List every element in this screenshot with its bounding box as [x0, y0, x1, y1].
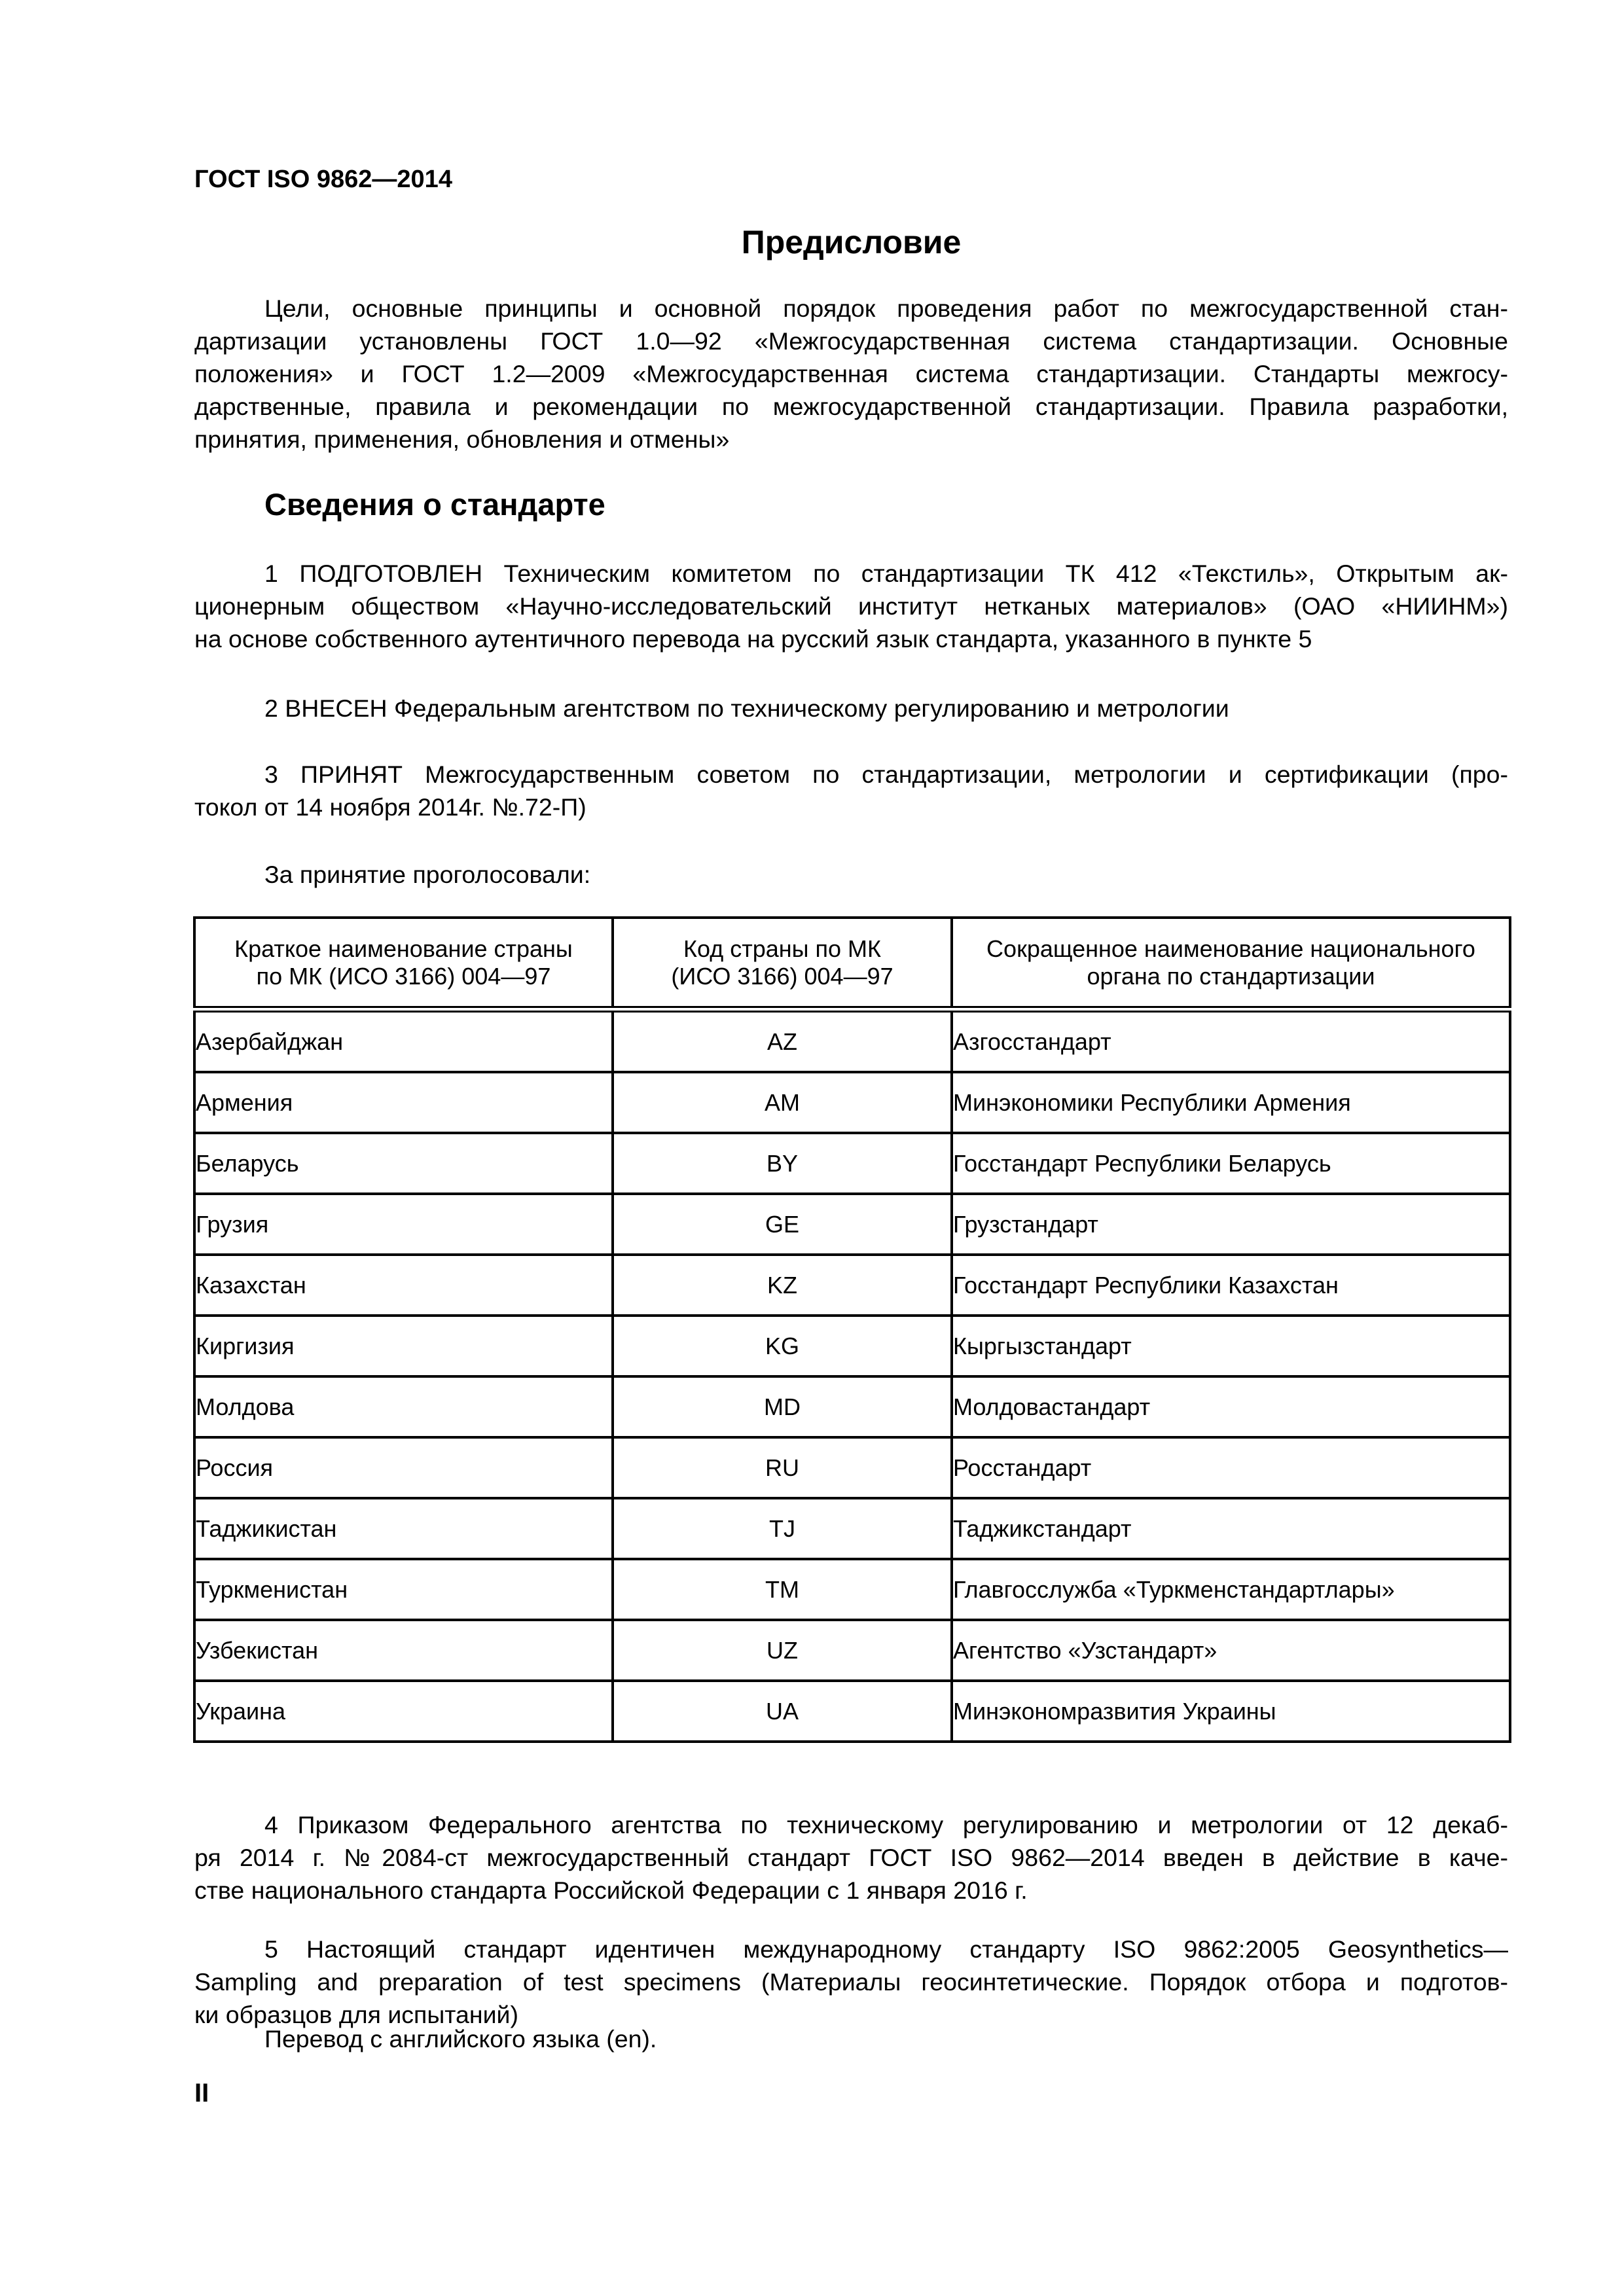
country-name: Узбекистан [194, 1620, 613, 1681]
country-code: TM [613, 1559, 952, 1620]
country-code: KG [613, 1316, 952, 1376]
country-name: Азербайджан [194, 1009, 613, 1072]
country-name: Казахстан [194, 1255, 613, 1316]
item-5-identical [194, 1933, 1508, 2031]
voting-countries-table [193, 916, 1511, 1743]
preface-line: Цели, основные принципы и основной порядок проведения работ по межгосударственной стан- [264, 295, 1508, 322]
preface-line: дарственные, правила и рекомендации по межгосударственной стандартизации. Правила разработки, [194, 393, 1508, 420]
item-4-line: стве национального стандарта Российской Федерации с 1 января 2016 г. [194, 1876, 1028, 1904]
item-1-line: 1 ПОДГОТОВЛЕН Техническим комитетом по стандартизации ТК 412 «Текстиль», Открытым ак- [264, 560, 1508, 587]
country-code: RU [613, 1437, 952, 1498]
table-row [194, 1620, 1510, 1681]
table-row [194, 1133, 1510, 1194]
item-3-line: токол от 14 ноября 2014г. №.72-П) [194, 793, 586, 821]
item-4-order [194, 1808, 1508, 1907]
header-standards-body: Сокращенное наименование национального органа по стандартизации [952, 918, 1510, 1009]
country-name: Украина [194, 1681, 613, 1742]
table-row [194, 1072, 1510, 1133]
item-3-adopted [194, 758, 1508, 823]
standards-body: Азгосстандарт [952, 1009, 1510, 1072]
standards-body: Грузстандарт [952, 1194, 1510, 1255]
item-3-line: 3 ПРИНЯТ Межгосударственным советом по стандартизации, метрологии и сертификации (про- [264, 761, 1508, 788]
preface-line: принятия, применения, обновления и отмены» [194, 425, 730, 453]
standards-body: Минэкономики Республики Армения [952, 1072, 1510, 1133]
voted-label: За принятие проголосовали: [264, 861, 591, 888]
country-name: Россия [194, 1437, 613, 1498]
country-name: Киргизия [194, 1316, 613, 1376]
translation-note: Перевод с английского языка (en). [264, 2025, 657, 2053]
country-code: UZ [613, 1620, 952, 1681]
item-5-line: ки образцов для испытаний) [194, 2001, 518, 2028]
table-row [194, 1009, 1510, 1072]
preface-line: положения» и ГОСТ 1.2—2009 «Межгосударственная система стандартизации. Стандарты межгосу- [194, 360, 1508, 387]
standards-body: Минэкономразвития Украины [952, 1681, 1510, 1742]
standards-body: Таджикстандарт [952, 1498, 1510, 1559]
country-name: Туркменистан [194, 1559, 613, 1620]
standards-body: Молдовастандарт [952, 1376, 1510, 1437]
item-5-line: 5 Настоящий стандарт идентичен международному стандарту ISO 9862:2005 Geosynthetics— [264, 1935, 1508, 1963]
country-code: AZ [613, 1009, 952, 1072]
country-code: AM [613, 1072, 952, 1133]
header-country-name: Краткое наименование страны по МК (ИСО 3166) 004—97 [194, 918, 613, 1009]
country-code: GE [613, 1194, 952, 1255]
country-name: Армения [194, 1072, 613, 1133]
table-row [194, 1194, 1510, 1255]
country-code: KZ [613, 1255, 952, 1316]
preface-line: дартизации установлены ГОСТ 1.0—92 «Межгосударственная система стандартизации. Основные [194, 327, 1508, 355]
item-4-line: ря 2014 г. №2084-ст межгосударственный стандарт ГОСТ ISO 9862—2014 введен в действие в каче- [194, 1844, 1508, 1871]
table-row [194, 1255, 1510, 1316]
header-country-code: Код страны по МК (ИСО 3166) 004—97 [613, 918, 952, 1009]
country-code: UA [613, 1681, 952, 1742]
country-code: MD [613, 1376, 952, 1437]
standards-body: Госстандарт Республики Беларусь [952, 1133, 1510, 1194]
standards-body: Госстандарт Республики Казахстан [952, 1255, 1510, 1316]
table-row [194, 1316, 1510, 1376]
standards-body: Росстандарт [952, 1437, 1510, 1498]
item-2-submitted: 2 ВНЕСЕН Федеральным агентством по техническому регулированию и метрологии [264, 694, 1229, 722]
item-1-line: на основе собственного аутентичного перевода на русский язык стандарта, указанного в пункте 5 [194, 625, 1312, 653]
standards-body: Агентство «Узстандарт» [952, 1620, 1510, 1681]
item-1-line: ционерным обществом «Научно-исследовательский институт нетканых материалов» (ОАО «НИИНМ») [194, 592, 1508, 620]
country-name: Молдова [194, 1376, 613, 1437]
table-row [194, 1498, 1510, 1559]
table-row [194, 1559, 1510, 1620]
country-code: BY [613, 1133, 952, 1194]
preface-title: Предисловие [741, 224, 962, 260]
item-4-line: 4 Приказом Федерального агентства по техническому регулированию и метрологии от 12 декаб- [264, 1811, 1508, 1839]
standards-body: Главгосслужба «Туркменстандартлары» [952, 1559, 1510, 1620]
item-5-line: Sampling and preparation of test specimens (Материалы геосинтетические. Порядок отбора и подготов- [194, 1968, 1508, 1996]
country-name: Беларусь [194, 1133, 613, 1194]
country-name: Таджикистан [194, 1498, 613, 1559]
standard-info-title: Сведения о стандарте [264, 487, 605, 522]
standards-body: Кыргызстандарт [952, 1316, 1510, 1376]
document-code: ГОСТ ISO 9862—2014 [194, 166, 452, 193]
table-row [194, 1376, 1510, 1437]
country-name: Грузия [194, 1194, 613, 1255]
table-header-row [194, 918, 1510, 1009]
table-row [194, 1681, 1510, 1742]
page-number: II [194, 2079, 209, 2108]
table-row [194, 1437, 1510, 1498]
preface-paragraph [194, 292, 1508, 456]
country-code: TJ [613, 1498, 952, 1559]
item-1-prepared [194, 557, 1508, 655]
